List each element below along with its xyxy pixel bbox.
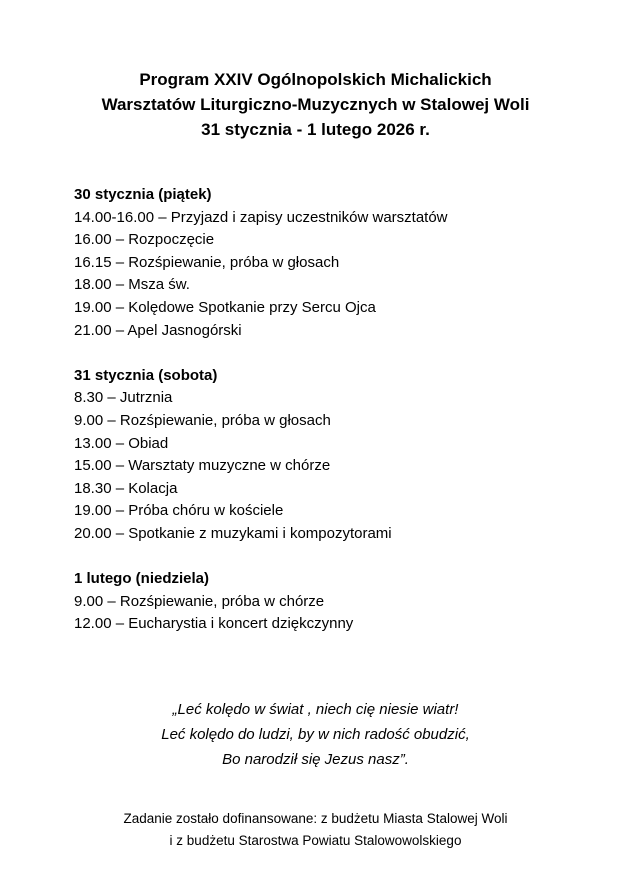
schedule-section-sunday — [74, 568, 571, 636]
section-heading: 30 stycznia (piątek) — [74, 186, 212, 203]
schedule-content — [74, 184, 571, 636]
schedule-line: 8.30 – Jutrznia — [74, 389, 173, 407]
document-title — [0, 0, 631, 142]
schedule-line: 19.00 – Kolędowe Spotkanie przy Sercu Ojca — [74, 298, 376, 316]
schedule-line: 16.00 – Rozpoczęcie — [74, 231, 215, 249]
schedule-line: 19.00 – Próba chóru w kościele — [74, 502, 284, 520]
footer-line: Zadanie zostało dofinansowane: z budżetu Miasta Stalowej Woli — [123, 810, 508, 826]
schedule-line: 16.15 – Rozśpiewanie, próba w głosach — [74, 253, 340, 271]
quote-line: Leć kolędo do ludzi, by w nich radość obudzić, — [161, 725, 470, 743]
title-line: Warsztatów Liturgiczno-Muzycznych w Stalowej Woli — [101, 95, 530, 114]
schedule-line: 15.00 – Warsztaty muzyczne w chórze — [74, 457, 331, 475]
schedule-line: 13.00 – Obiad — [74, 434, 169, 452]
title-line: Program XXIV Ogólnopolskich Michalickich — [139, 70, 492, 89]
schedule-section-saturday — [74, 365, 571, 546]
schedule-line: 9.00 – Rozśpiewanie, próba w chórze — [74, 592, 325, 610]
title-line: 31 stycznia - 1 lutego 2026 r. — [201, 120, 430, 139]
section-heading: 31 stycznia (sobota) — [74, 366, 218, 384]
schedule-line: 12.00 – Eucharystia i koncert dziękczynny — [74, 615, 354, 633]
schedule-line: 18.30 – Kolacja — [74, 479, 178, 497]
section-heading: 1 lutego (niedziela) — [74, 570, 210, 588]
schedule-line: 20.00 – Spotkanie z muzykami i kompozytorami — [74, 524, 392, 542]
schedule-section-friday — [74, 184, 571, 342]
quote-line: „Leć kolędo w świat , niech cię niesie wiatr! — [172, 700, 459, 718]
funding-footer — [0, 808, 631, 852]
schedule-line: 18.00 – Msza św. — [74, 276, 190, 294]
carol-quote — [0, 697, 631, 772]
quote-line: Bo narodził się Jezus nasz”. — [222, 750, 409, 768]
schedule-line: 9.00 – Rozśpiewanie, próba w głosach — [74, 411, 331, 429]
schedule-line: 21.00 – Apel Jasnogórski — [74, 321, 242, 339]
footer-line: i z budżetu Starostwa Powiatu Stalowowolskiego — [169, 832, 462, 848]
schedule-line: 14.00-16.00 – Przyjazd i zapisy uczestników warsztatów — [74, 208, 448, 226]
